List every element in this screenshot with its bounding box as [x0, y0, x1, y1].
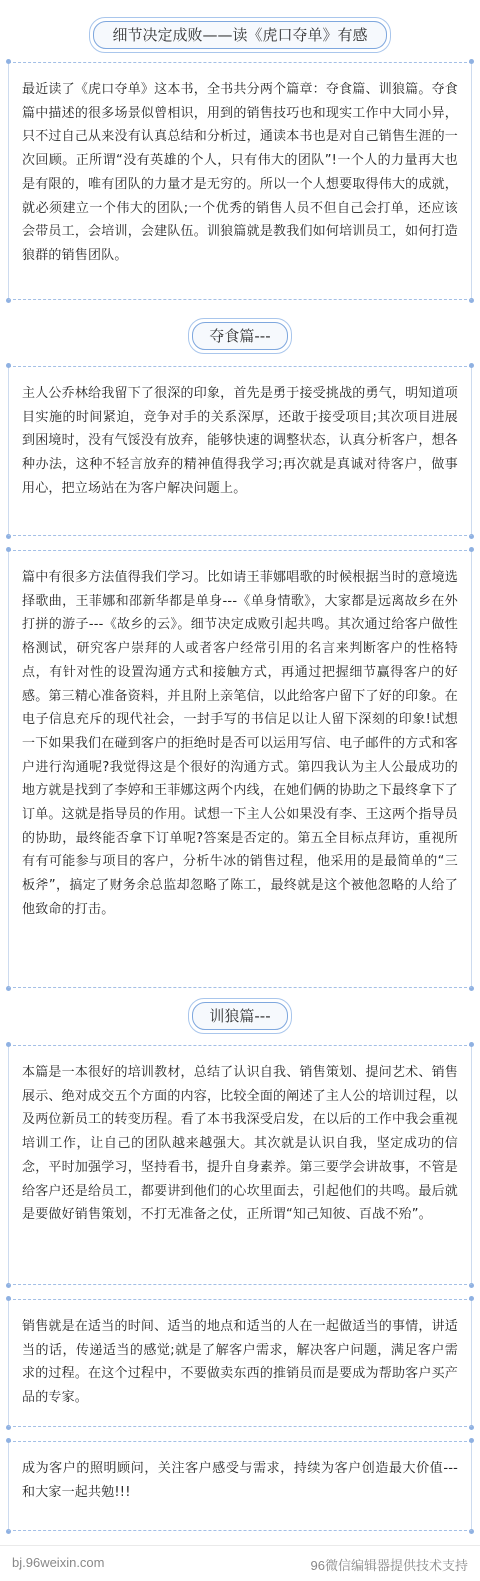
corner-dot: [6, 547, 11, 552]
xunlang-box-2: [8, 1299, 472, 1427]
corner-dot: [469, 986, 474, 991]
intro-box: [8, 62, 472, 300]
corner-dot: [6, 534, 11, 539]
corner-dot: [469, 1425, 474, 1430]
section-title-pill-xunlang: [0, 998, 480, 1034]
closing-paragraph: 成为客户的照明顾问，关注客户感受与需求，持续为客户创造最大价值---和大家一起共勉!!!: [22, 1461, 458, 1500]
article-title-frame: [89, 17, 390, 53]
corner-dot: [6, 363, 11, 368]
corner-dot: [6, 1425, 11, 1430]
corner-dot: [6, 1529, 11, 1534]
corner-dot: [6, 1438, 11, 1443]
closing-box: [8, 1441, 472, 1531]
corner-dot: [469, 534, 474, 539]
duoshi-box-2: [8, 550, 472, 988]
article-title: 细节决定成败——读《虎口夺单》有感: [93, 21, 386, 49]
section-title-duoshi: 夺食篇---: [192, 322, 287, 350]
corner-dot: [6, 1296, 11, 1301]
section-title-pill-duoshi: [0, 318, 480, 354]
corner-dot: [469, 1529, 474, 1534]
duoshi-paragraph-2: 篇中有很多方法值得我们学习。比如请王菲娜唱歌的时候根据当时的意境选择歌曲，王菲娜和邵新华都是单身---《单身情歌》，大家都是远离故乡在外打拼的游子---《故乡的云》。细节决定成败引起共鸣。其次通过给客户做性格测试，研究客户崇拜的人或者客户经常引用的名言来判断客户的性格特点，有针对性的设置沟通方式和接触方式，再通过把握细节赢得客户的好感。第三精心准备资料，并且附上亲笔信，以此给客户留下了好的印象。在电子信息充斥的现代社会，一封手写的书信足以让人留下深刻的印象!试想一下如果我们在碰到客户的拒绝时是否可以运用写信、电子邮件的方式和客户进行沟通呢?我觉得这是个很好的沟通方式。第四我认为主人公最成功的地方就是找到了李婷和王菲娜这两个内线，在她们俩的协助之下最终拿下了订单。这就是指导员的作用。试想一下主人公如果没有李、王这两个指导员的协助，最终能否拿下订单呢?答案是否定的。第五全目标点拜访，重视所有有可能参与项目的客户，分析牛冰的销售过程，他采用的是最简单的“三板斧”，搞定了财务余总监却忽略了陈工，最终就是这个被他忽略的人给了他致命的打击。: [22, 570, 458, 917]
corner-dot: [469, 547, 474, 552]
corner-dot: [469, 1296, 474, 1301]
section-title-frame: [188, 998, 291, 1034]
corner-dot: [6, 1283, 11, 1288]
corner-dot: [469, 59, 474, 64]
footer-credit: 96微信编辑器提供技术支持: [310, 1558, 468, 1573]
intro-paragraph: 最近读了《虎口夺单》这本书，全书共分两个篇章：夺食篇、训狼篇。夺食篇中描述的很多场景似曾相识，用到的销售技巧也和现实工作中大同小异，只不过自己从来没有认真总结和分析过，通读本书也是对自己销售生涯的一次回顾。正所谓“没有英雄的个人，只有伟大的团队”!一个人的力量再大也是有限的，唯有团队的力量才是无穷的。所以一个人想要取得伟大的成就，就必须建立一个伟大的团队;一个优秀的销售人员不但自己会打单，还应该会带员工，会培训，会建队伍。训狼篇就是教我们如何培训员工，如何打造狼群的销售团队。: [22, 82, 458, 263]
article-title-pill: [0, 17, 480, 53]
corner-dot: [469, 298, 474, 303]
editor-footer: [0, 1545, 480, 1581]
duoshi-box-1: [8, 366, 472, 536]
section-title-xunlang: 训狼篇---: [192, 1002, 287, 1030]
corner-dot: [469, 1042, 474, 1047]
corner-dot: [6, 1042, 11, 1047]
section-title-frame: [188, 318, 291, 354]
corner-dot: [469, 363, 474, 368]
footer-site-link[interactable]: bj.96weixin.com: [12, 1555, 105, 1570]
corner-dot: [6, 59, 11, 64]
corner-dot: [6, 298, 11, 303]
corner-dot: [6, 986, 11, 991]
corner-dot: [469, 1283, 474, 1288]
xunlang-paragraph-2: 销售就是在适当的时间、适当的地点和适当的人在一起做适当的事情，讲适当的话，传递适当的感觉;就是了解客户需求，解决客户问题，满足客户需求的过程。在这个过程中，不要做卖东西的推销员而是要成为帮助客户买产品的专家。: [22, 1319, 458, 1406]
corner-dot: [469, 1438, 474, 1443]
xunlang-paragraph-1: 本篇是一本很好的培训教材，总结了认识自我、销售策划、提问艺术、销售展示、绝对成交五个方面的内容，比较全面的阐述了主人公的培训过程，以及两位新员工的转变历程。看了本书我深受启发，在以后的工作中我会重视培训工作，让自己的团队越来越强大。其次就是认识自我，坚定成功的信念，平时加强学习，坚持看书，提升自身素养。第三要学会讲故事，不管是给客户还是给员工，都要讲到他们的心坎里面去，引起他们的共鸣。最后就是要做好销售策划，不打无准备之仗，正所谓“知己知彼、百战不殆”。: [22, 1065, 458, 1223]
xunlang-box-1: [8, 1045, 472, 1285]
duoshi-paragraph-1: 主人公乔林给我留下了很深的印象，首先是勇于接受挑战的勇气，明知道项目实施的时间紧迫，竞争对手的关系深厚，还敢于接受项目;其次项目进展到困境时，没有气馁没有放弃，能够快速的调整状态，认真分析客户，想各种办法，这种不轻言放弃的精神值得我学习;再次就是真诚对待客户，做事用心，把立场站在为客户解决问题上。: [22, 386, 458, 496]
